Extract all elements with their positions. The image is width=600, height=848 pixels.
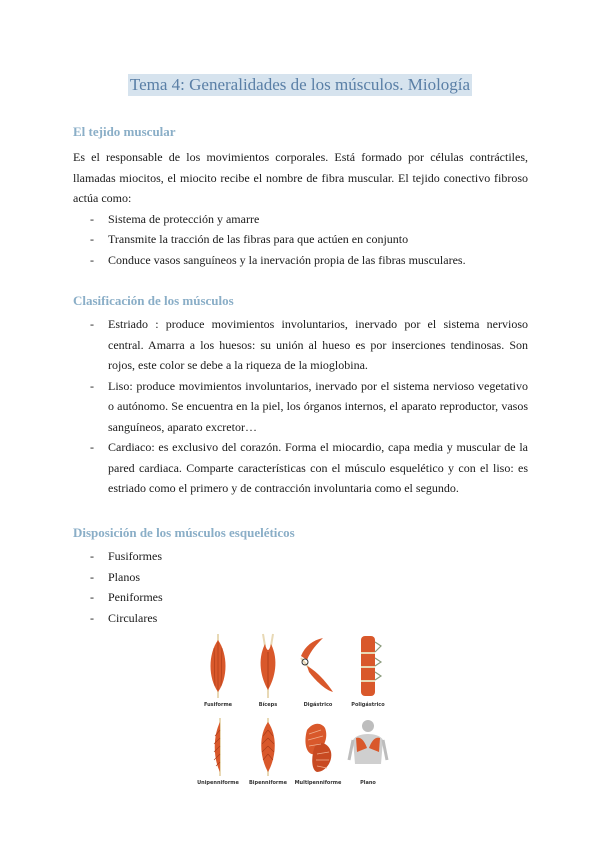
figure-label: Fusiforme <box>203 702 233 708</box>
fusiform-muscle-illustration <box>193 632 243 708</box>
figure-label: Poligástrico <box>351 702 385 708</box>
list-item: - Circulares <box>90 610 158 625</box>
polygastric-muscle-illustration <box>343 632 393 708</box>
multipennate-muscle-illustration <box>293 716 343 786</box>
bipennate-muscle-illustration <box>243 716 293 786</box>
digastric-muscle-illustration <box>293 632 343 708</box>
unipennate-muscle-illustration <box>193 716 243 786</box>
bullet-list <box>73 546 528 628</box>
figure-label: Digástrico <box>303 702 333 708</box>
section-clasificacion <box>73 292 528 499</box>
list-item: - Liso: produce movimientos involuntarios, inervado por el sistema nervioso vegetativo o autónomo. Se encuentra en la piel, los órganos internos, el aparato reproductor, vasos sanguíneos, aparato excretor… <box>90 378 528 434</box>
bullet-list <box>73 314 528 499</box>
figure-label: Plano <box>360 780 376 786</box>
list-item: - Conduce vasos sanguíneos y la inervación propia de las fibras musculares. <box>90 252 466 267</box>
muscle-types-figure <box>193 632 393 792</box>
list-item: - Sistema de protección y amarre <box>90 211 260 226</box>
section-heading: Clasificación de los músculos <box>73 293 234 308</box>
list-item: - Cardiaco: es exclusivo del corazón. Forma el miocardio, capa media y muscular de la pared cardiaca. Comparte características con el músculo esquelético y con el liso: es estriado como el primero y de contracción involuntaria como el segundo. <box>90 440 528 495</box>
list-item: - Estriado : produce movimientos involuntarios, inervado por el sistema nervioso central. Amarra a los huesos: su unión al hueso es por inserciones tendinosas. Son rojos, este color se debe a la riqueza de la mioglobina. <box>90 317 528 372</box>
section-disposicion <box>73 524 528 628</box>
bullet-list <box>73 209 528 271</box>
section-heading: Disposición de los músculos esqueléticos <box>73 525 295 540</box>
document-title <box>0 74 600 96</box>
figure-label: Bipenniforme <box>248 780 287 786</box>
section-paragraph: Es el responsable de los movimientos corporales. Está formado por células contráctiles, llamadas miocitos, el miocito recibe el nombre de fibra muscular. El tejido conectivo fibroso actúa como: <box>73 150 528 205</box>
figure-label: Bíceps <box>258 702 278 708</box>
flat-muscle-illustration <box>343 716 393 786</box>
list-item: - Transmite la tracción de las fibras para que actúen en conjunto <box>90 232 409 246</box>
list-item: - Fusiformes <box>90 549 162 563</box>
list-item: - Peniformes <box>90 590 163 604</box>
list-item: - Planos <box>90 569 141 584</box>
section-tejido-muscular <box>73 123 528 270</box>
title-text: Tema 4: Generalidades de los músculos. Miología <box>129 75 471 94</box>
figure-label: Unipenniforme <box>197 780 239 786</box>
figure-label: Multipenniforme <box>294 780 342 786</box>
section-heading: El tejido muscular <box>73 124 176 139</box>
biceps-muscle-illustration <box>243 632 293 708</box>
